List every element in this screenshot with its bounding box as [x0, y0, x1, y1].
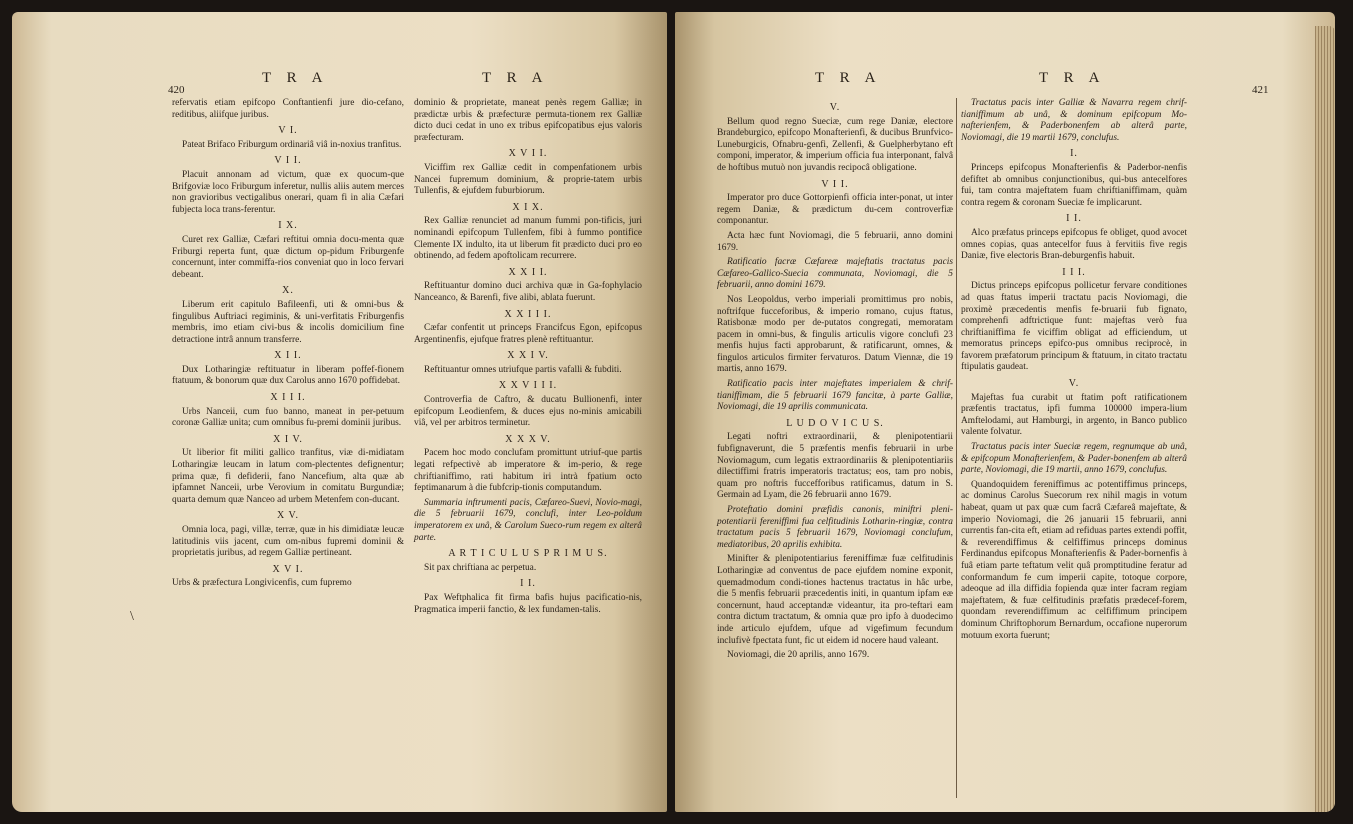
- paragraph: Ut liberior fit militi gallico tranfitus, viæ di-midiatam Lotharingiæ leucam in latum com-plectentes defignentur; prima quæ, fi defiderii, fano Nancefium, alta quæ ab ipfamnet Nanceii, urbe Verovium in comitatu Burgundiæ; quarta demum quæ Nanceo ad urbem Metenfem con-ducant.: [172, 448, 404, 505]
- section-heading: V I I.: [821, 178, 849, 190]
- paragraph: Ratificatio facræ Cæfareæ majeftatis tractatus pacis Cæfareo-Gallico-Suecia communata, Noviomagi, die 5 februarii, anno domini 1679.: [717, 257, 953, 291]
- paragraph: Imperator pro duce Gottorpienfi officia inter-ponat, ut inter regem Daniæ, & prædictum du-cem controverfiæ componantur.: [717, 193, 953, 227]
- paragraph: Quandoquidem fereniffimus ac potentiffimus princeps, ac dominus Carolus Suecorum rex nihil magis in votum habeat, quam ut pax quæ cum facrâ Cæfareâ majeftate, & imperio Noviomagi, die 26 januarii 15 februarii, anni currentis fan-cita eft, etiam ad refiduas partes extendi poffit, & reverendiffimus & celfiffimus princeps dominus Ferdinandus epifcopus Monafterienfis & Pader-bornenfis à fuâ etiam parte teftatum velit quâ promptitudine feratur ad conformandum fe cum imperii capite, totoque corpore, adeoque ad illa diffidia fopienda quæ inter facram regiam majeftatem, & fuæ celfitudinis præfatis prædecef-forem, quondam reverendiffimum ac celfiffimum principem dominum Chriftophorum Bernardum, occafione nuperorum motuum exorta fuerunt;: [961, 479, 1187, 641]
- page-number: 421: [1252, 84, 1269, 96]
- text-column: [172, 98, 404, 593]
- section-heading: V.: [1068, 378, 1080, 390]
- section-heading: X X X V.: [505, 433, 551, 445]
- paragraph: Majeftas fua curabit ut ftatim poft ratificationem præfentis tractatus, ipfi fumma 100000 impera-lium Amftelodami, aut Hamburgi, in argento, in Banco publico valente folvatur.: [961, 392, 1187, 438]
- section-heading: I I I.: [1062, 266, 1086, 278]
- paragraph: refervatis etiam epifcopo Conftantienfi jure dio-cefano, reditibus, aliifque juribus.: [172, 98, 404, 120]
- section-heading: X X I V.: [507, 350, 549, 362]
- paragraph: Pateat Brifaco Friburgum ordinariâ viâ in-noxius tranfitus.: [182, 139, 402, 150]
- paragraph: Alco præfatus princeps epifcopus fe obliget, quod avocet omnes copias, quas antecelfor fuus à fervitiis five regis Daniæ, five electoris Bran-deburgenfis habuit.: [961, 227, 1187, 262]
- section-heading: X X I I I.: [504, 308, 552, 320]
- section-heading: A R T I C U L U S P R I M U S.: [448, 548, 608, 560]
- section-heading: I I.: [520, 578, 536, 590]
- right-page: [675, 12, 1335, 812]
- section-heading: X I V.: [273, 433, 303, 445]
- paragraph: Reftituantur domino duci archiva quæ in Ga-fophylacio Nanceanco, & Barenfi, five alibi, ablata fuerunt.: [414, 281, 642, 303]
- section-heading: X X V I I I.: [498, 380, 558, 392]
- running-head: T R A: [815, 70, 882, 86]
- paragraph: Reftituantur omnes utriufque partis vafalli & fubditi.: [424, 364, 622, 375]
- paragraph: Placuit annonam ad victum, quæ ex quocum-que Brifgoviæ loco Friburgum inferetur, nullis aliis autem merces non gravioribus vectigalibus onerari, quam fi in alia Cæfari fubjecta loca trans-ferentur.: [172, 169, 404, 215]
- text-column: [961, 98, 1187, 645]
- text-column: [717, 98, 953, 665]
- margin-mark: \: [130, 609, 134, 624]
- text-column: [414, 98, 642, 619]
- paragraph: Dictus princeps epifcopus pollicetur fervare conditiones ad quas ftatus imperii tractatu pacis Noviomagi, die proximè præcedentis menfis fe-bruarii fub fignato, comprehenfi adftrictique funt: majeftas verò fua chriftianiffima fe viciffim obligat ad efficiendum, ut memoratus princeps epifco-pus omnibus reciprocè, in favorem præfatorum principum & ftatuum, in citato tractatu ftipulatis gaudeat.: [961, 281, 1187, 373]
- paragraph: Dux Lotharingiæ reftituatur in liberam poffef-fionem ftatuum, & bonorum quæ dux Carolus anno 1670 poffidebat.: [172, 364, 404, 387]
- paragraph: Controverfia de Caftro, & ducatu Bullionenfi, inter epifcopum Leodienfem, & duces ejus no-minis amicabili viâ, vel per arbitros terminetur.: [414, 395, 642, 429]
- paragraph: Princeps epifcopus Monafterienfis & Paderbor-nenfis defiftet ab omnibus conjunctionibus, qui-bus antecelfores fui, tam contra majeftatem fuam chriftianiffimam, quàm contra regem & coronam Sueciæ fe implicarunt.: [961, 162, 1187, 208]
- paragraph: Urbs Nanceii, cum fuo banno, maneat in per-petuum coronæ Galliæ unita; cum omnibus fu-premi dominii juribus.: [172, 406, 404, 429]
- paragraph: Acta hæc funt Noviomagi, die 5 februarii, anno domini 1679.: [717, 230, 953, 253]
- section-heading: L U D O V I C U S.: [786, 417, 884, 429]
- paragraph: Omnia loca, pagi, villæ, terræ, quæ in his dimidiatæ leucæ latitudinis viis jacent, cum om-nibus fupremi dominii & proprietatis juribus, ad regem Galliæ pertineant.: [172, 525, 404, 559]
- page-number: 420: [168, 84, 185, 96]
- paragraph: Sit pax chriftiana ac perpetua.: [424, 562, 537, 573]
- section-heading: X.: [282, 285, 294, 297]
- section-heading: I I.: [1066, 213, 1082, 225]
- paragraph: Urbs & præfectura Longivicenfis, cum fupremo: [172, 578, 352, 589]
- section-heading: X X I I.: [508, 266, 548, 278]
- paragraph: Viciffim rex Galliæ cedit in compenfationem urbis Nancei fupremum dominium, & proprie-tatem urbis Tullenfis, & ejufdem fuburbiorum.: [414, 162, 642, 197]
- running-head: T R A: [262, 70, 329, 86]
- column-rule: [956, 98, 957, 798]
- left-page: [12, 12, 667, 812]
- paragraph: Ratificatio pacis inter majeftates imperialem & chrif-tianiffimam, die 5 februarii 1679 fancitæ, à parte Galliæ, Noviomagi, die 19 aprilis communicata.: [717, 379, 953, 413]
- section-heading: V I I.: [274, 155, 302, 167]
- section-heading: X I X.: [512, 201, 544, 213]
- section-heading: I.: [1070, 148, 1078, 160]
- paragraph: Liberum erit capitulo Bafileenfi, uti & omni-bus & fingulibus Auftriaci regiminis, & uni-verfitatis Friburgenfis membris, imo etiam civi-bus & incolis domicilium fine detractione intrâ annum transferre.: [172, 299, 404, 345]
- paragraph: Legati noftri extraordinarii, & plenipotentiarii fubfignaverunt, die 5 præfentis menfis februarii in urbe Noviomagum, cum legatis extraordinariis & plenipotentiariis dilectiffimi fratris imperatoris tractatus; eos, tam pro nobis, quam pro noftris fuccefforibus ratificamus, datum in S. Germain ad Lyam, die 26 februarii anno 1679.: [717, 432, 953, 501]
- paragraph: Pax Weftphalica fit firma bafis hujus pacificatio-nis, Pragmatica imperii fanctio, & lex fundamen-talis.: [414, 592, 642, 615]
- page-edges: [1315, 26, 1335, 812]
- section-heading: I X.: [278, 220, 298, 232]
- section-heading: X V.: [277, 510, 299, 522]
- section-heading: X I I I.: [270, 392, 306, 404]
- section-heading: V I.: [278, 125, 298, 137]
- paragraph: Noviomagi, die 20 aprilis, anno 1679.: [727, 650, 870, 661]
- paragraph: Proteftatio domini præfidis canonis, miniftri pleni-potentiarii fereniffimi fua celfitudinis Lotharin-ringiæ, contra tractatum pacis 5 februarii 1679, Noviomagi conclufum, mediatoribus, 20 aprilis exhibita.: [717, 505, 953, 550]
- paragraph: Cæfar confentit ut princeps Francifcus Egon, epifcopus Argentinenfis, ejufque fratres plenè reftituantur.: [414, 323, 642, 345]
- section-heading: X I I.: [274, 350, 302, 362]
- paragraph: Rex Galliæ renunciet ad manum fummi pon-tificis, juri nominandi epifcopum Tullenfem, fibi à fummo pontifice Clemente IX indulto, ita ut liberum fit prædicto duci pro eo obtinendo, ad fedem apoftolicam recurrere.: [414, 216, 642, 262]
- paragraph: Summaria inftrumenti pacis, Cæfareo-Suevi, Novio-magi, die 5 februarii 1679, conclufi, inter Leo-poldum imperatorem ex unâ, & Carolum Sueco-rum regem ex alterâ parte.: [414, 497, 642, 543]
- section-heading: X V I I.: [508, 148, 548, 160]
- paragraph: Curet rex Galliæ, Cæfari reftitui omnia docu-menta quæ Friburgi reperta funt, quæ dictum op-pidum Friburgenfe concernunt, inter commiffa-rios conveniat quo in loco fervari debeant.: [172, 234, 404, 280]
- paragraph: Pacem hoc modo conclufam promittunt utriuf-que partis legati refpectivè ab imperatore & im-perio, & rege chriftianiffimo, rati habitum iri intrà fpatium octo feptimanarum à die fubfcrip-tionis computandum.: [414, 448, 642, 494]
- paragraph: Bellum quod regno Sueciæ, cum rege Daniæ, electore Brandeburgico, epifcopo Monafterienfi, & ducibus Brunfvico-Luneburgicis, Ofnabru-genfi, Zellenfi, & Guelpherbytano eft componi, imperator, & imperium officia fua interponant, falvâ de hoftibus mutuò non juvandis recipocâ obligatione.: [717, 116, 953, 173]
- paragraph: Minifter & plenipotentiarius fereniffimæ fuæ celfitudinis Lotharingiæ ad conventus de pace ejufdem nomine exponit, quemadmodum condi-tiones hactenus tractatus in hâc urbe, die 5 menfis februarii præcedentis initi, in quantum ipfam eæ concernunt, haud acceptandæ videantur, ita pro-teftari eam contra dictum tractatum, & omnia quæ pro ipfo à duodecimo inde articulo ejufdem, ufque ad vigefimum fecundum inclufivè fpectata funt, fic ut eidem id nocere haud valeant.: [717, 554, 953, 646]
- section-heading: X V I.: [272, 563, 304, 575]
- paragraph: Tractatus pacis inter Galliæ & Navarra regem chrif-tianiffimum ab unâ, & dominum epifcopum Mo-nafterienfem, & Paderbonenfem ab alterâ parte, Noviomagi, die 19 martii 1679, conclufus.: [961, 98, 1187, 143]
- running-head: T R A: [482, 70, 549, 86]
- running-head: T R A: [1039, 70, 1106, 86]
- paragraph: dominio & proprietate, maneat penès regem Galliæ; in prædictæ urbis & præfecturæ permuta-tionem rex Galliæ dicto duci cedat in uno ex tribus epifcopatibus ejus valoris præfecturam.: [414, 98, 642, 143]
- section-heading: V.: [829, 102, 841, 113]
- paragraph: Nos Leopoldus, verbo imperiali promittimus pro nobis, noftrifque fucceforibus, & imperio romano, cujus ftatus, Ratisbonæ modo per de-putatos congregati, memoratam pacem in omni-bus, & fingulis articulis vigore conclufi 23 menfis hujus facti approbarunt, & ratificarunt, omnes, & fingulos articulos firmiter fervaturos. Datum Viennæ, die 19 martis, anno 1679.: [717, 294, 953, 375]
- paragraph: Tractatus pacis inter Sueciæ regem, regnumque ab unâ, & epifcopum Monafterienfem, & Pader-bonenfem ab alterâ parte, Noviomagi, die 19 martii, anno 1679, conclufus.: [961, 442, 1187, 476]
